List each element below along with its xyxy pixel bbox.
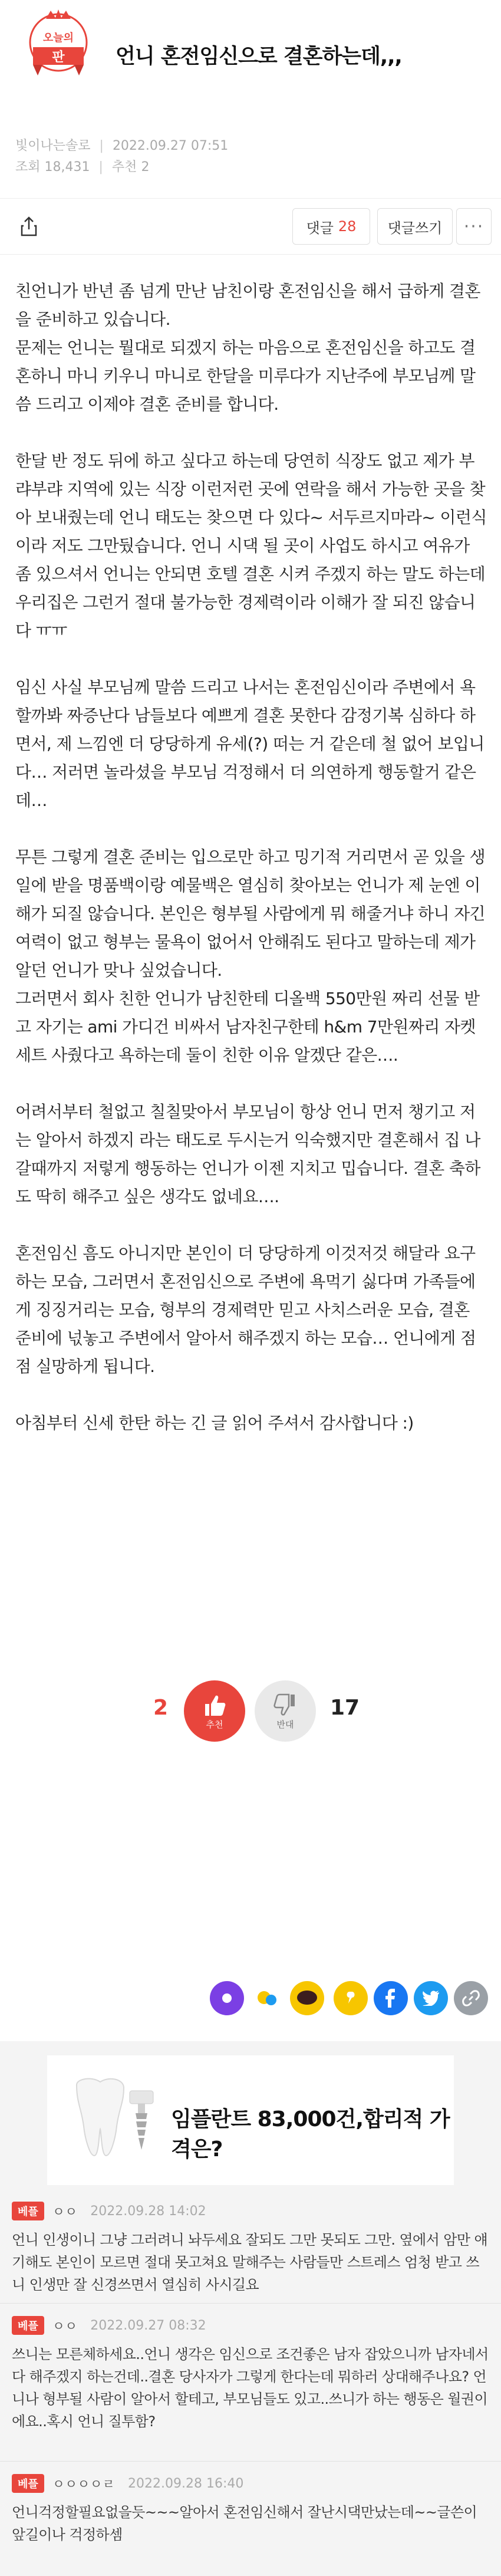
article-paragraph: 어려서부터 철없고 칠칠맞아서 부모님이 항상 언니 먼저 챙기고 저는 알아서 하겠지 라는 태도로 두시는거 익숙했지만 결혼해서 집 나갈때까지 저렇게 행동하는 언니가 이젠 지치고 밉습니다. 결혼 축하도 딱히 해주고 싶은 생각도 없네요…. — [15, 1102, 480, 1206]
share-button[interactable] — [14, 212, 44, 241]
write-comment-button[interactable]: 댓글쓰기 — [377, 208, 453, 245]
ad-text[interactable]: 임플란트 83,000건,합리적 가격은? — [171, 2107, 450, 2162]
thumbs-down-icon — [272, 1692, 298, 1718]
more-button[interactable]: ··· — [456, 208, 492, 245]
best-tag: 베플 — [12, 2202, 44, 2220]
author-name[interactable]: 빛이나는솔로 — [15, 139, 91, 153]
article-paragraph: 혼전임신 흠도 아니지만 본인이 더 당당하게 이것저것 해달라 요구하는 모습, 그러면서 혼전임신으로 주변에 욕먹기 싫다며 가족들에게 징징거리는 모습, 형부의 경제력만 믿고 사치스러운 모습, 결혼 준비에 넋놓고 주변에서 알아서 해주겠지 하는 모습… 언니에게 점점 실망하게 됩니다. — [15, 1243, 476, 1376]
upvote-button[interactable] — [184, 1680, 245, 1742]
thumbs-up-icon — [202, 1692, 228, 1718]
kakaostory-icon[interactable] — [250, 1981, 284, 2015]
best-comment — [0, 2314, 501, 2433]
twitter-icon[interactable] — [414, 1981, 448, 2015]
best-tag: 베플 — [12, 2474, 44, 2493]
link-icon[interactable] — [454, 1981, 488, 2015]
upvote-count: 2 — [153, 1696, 169, 1720]
article-paragraph: 한달 반 정도 뒤에 하고 싶다고 하는데 당연히 식장도 없고 제가 부랴부랴 지역에 있는 식장 이런저런 곳에 연락을 해서 가능한 곳을 찾아 보내줬는데 언니 태도는 찾으면 다 있다~ 서두르지마라~ 이런식이라 저도 그만뒀습니다. 언니 시댁 될 곳이 사업도 하시고 여유가 좀 있으셔서 언니는 안되면 호텔 결혼 시켜 주겠지 하는 말도 하는데 우리집은 그런거 절대 불가능한 경제력이라 이해가 잘 되진 않습니다 ㅠㅠ — [15, 451, 490, 640]
sns-share-row — [0, 1981, 501, 2019]
implant-tooth-icon — [65, 2073, 159, 2167]
best-comment — [0, 2199, 501, 2296]
post-date: 2022.09.27 07:51 — [112, 139, 229, 153]
article-paragraph: 친언니가 반년 좀 넘게 만난 남친이랑 혼전임신을 해서 급하게 결혼을 준비하고 있습니다. 문제는 언니는 뭘대로 되겠지 하는 마음으로 혼전임신을 하고도 결혼하니 마니 키우니 마니로 한달을 미루다가 지난주에 부모님께 말씀 드리고 이제야 결혼 준비를 합니다. — [15, 281, 480, 414]
ad-banner[interactable] — [47, 2055, 454, 2185]
comment-date: 2022.09.28 16:40 — [128, 2476, 244, 2491]
comment-divider — [0, 2303, 501, 2304]
article-paragraph: 무튼 그렇게 결혼 준비는 입으로만 하고 밍기적 거리면서 곧 있을 생일에 받을 명품백이랑 예물백은 열심히 찾아보는 언니가 제 눈엔 이해가 되질 않습니다. 본인은 형부될 사람에게 뭐 해줄거냐 하니 자긴 여력이 없고 형부는 물욕이 없어서 안해줘도 된다고 말하는데 제가 알던 언니가 맞나 싶었습니다. 그러면서 회사 친한 언니가 남친한테 디올백 550만원 짜리 선물 받고 자기는 ami 가디건 비싸서 남자친구한테 h&m 7만원짜리 자켓 세트 사줬다고 욕하는데 둘이 친한 이유 알겠단 같은…. — [15, 847, 486, 1065]
recommend-count: 2 — [141, 160, 150, 175]
comment-body: 언니걱정할필요없을듯~~~알아서 혼전임신해서 잘난시댁만났는데~~글쓴이앞길이나 걱정하셈 — [12, 2504, 477, 2543]
best-comment — [0, 2472, 501, 2546]
article-paragraph: 아침부터 신세 한탄 하는 긴 글 읽어 주셔서 감사합니다 :) — [15, 1413, 414, 1433]
share-icon — [20, 216, 38, 236]
vote-area — [0, 1674, 501, 1745]
kakaotalk-icon[interactable] — [290, 1981, 324, 2015]
post-meta: 빛이나는솔로 | 2022.09.27 07:51 조회 18,431 | 추천 2 — [15, 139, 229, 175]
post-toolbar — [0, 198, 501, 255]
comment-body: 언니 인생이니 그냥 그러려니 놔두세요 잘되도 그만 못되도 그만. 옆에서 암만 얘기해도 본인이 모르면 절대 못고쳐요 말해주는 사람들만 스트레스 엄청 받고 쓰니 인생만 잘 신경쓰면서 열심히 사시길요 — [12, 2232, 488, 2293]
recommend-label: 추천 — [111, 160, 137, 175]
svg-text:판: 판 — [52, 50, 65, 65]
comments-label: 댓글 — [306, 219, 334, 236]
downvote-button[interactable] — [255, 1680, 316, 1742]
band-icon[interactable] — [210, 1981, 244, 2015]
comment-date: 2022.09.27 08:32 — [90, 2318, 206, 2333]
facebook-icon[interactable] — [374, 1981, 408, 2015]
comments-count: 28 — [338, 218, 357, 235]
comment-author[interactable]: ㅇㅇㅇㅇㄹ — [52, 2477, 116, 2492]
comment-body: 쓰니는 모른체하세요..언니 생각은 임신으로 조건좋은 남자 잡았으니까 남자네서 다 해주겠지 하는건데..결혼 당사자가 그렇게 한다는데 뭐하러 상대해주나요? 언니나 형부될 사람이 알아서 할테고, 부모님들도 있고..쓰니가 하는 행동은 월권이에요..혹시 언니 질투함? — [12, 2346, 489, 2430]
best-tag: 베플 — [12, 2316, 44, 2335]
upvote-label: 추천 — [206, 1719, 223, 1730]
comment-divider — [0, 2461, 501, 2462]
views-label: 조회 — [15, 160, 41, 175]
post-header — [0, 0, 501, 130]
comment-author[interactable]: ㅇㅇ — [52, 2319, 78, 2334]
comment-date: 2022.09.28 14:02 — [90, 2203, 206, 2219]
svg-text:오늘의: 오늘의 — [42, 32, 74, 44]
post-title: 언니 혼전임신으로 결혼하는데,,, — [116, 45, 402, 68]
article-paragraph: 임신 사실 부모님께 말씀 드리고 나서는 혼전임신이라 주변에서 욕할까봐 짜증난다 남들보다 예쁘게 결혼 못한다 감정기복 심하다 하면서, 제 느낌엔 더 당당하게 유세(?) 떠는 거 같은데 철 없어 보입니다… 저러면 놀라셨을 부모님 걱정해서 더 의연하게 행동할거 같은데… — [15, 677, 484, 810]
comment-author[interactable]: ㅇㅇ — [52, 2205, 78, 2220]
comments-button[interactable] — [292, 208, 370, 245]
article-body — [15, 277, 490, 1437]
downvote-label: 반대 — [276, 1719, 294, 1730]
views-count: 18,431 — [44, 160, 90, 175]
downvote-count: 17 — [330, 1696, 360, 1720]
todays-pan-badge — [26, 6, 91, 94]
talk-bubble-icon[interactable] — [334, 1981, 368, 2015]
